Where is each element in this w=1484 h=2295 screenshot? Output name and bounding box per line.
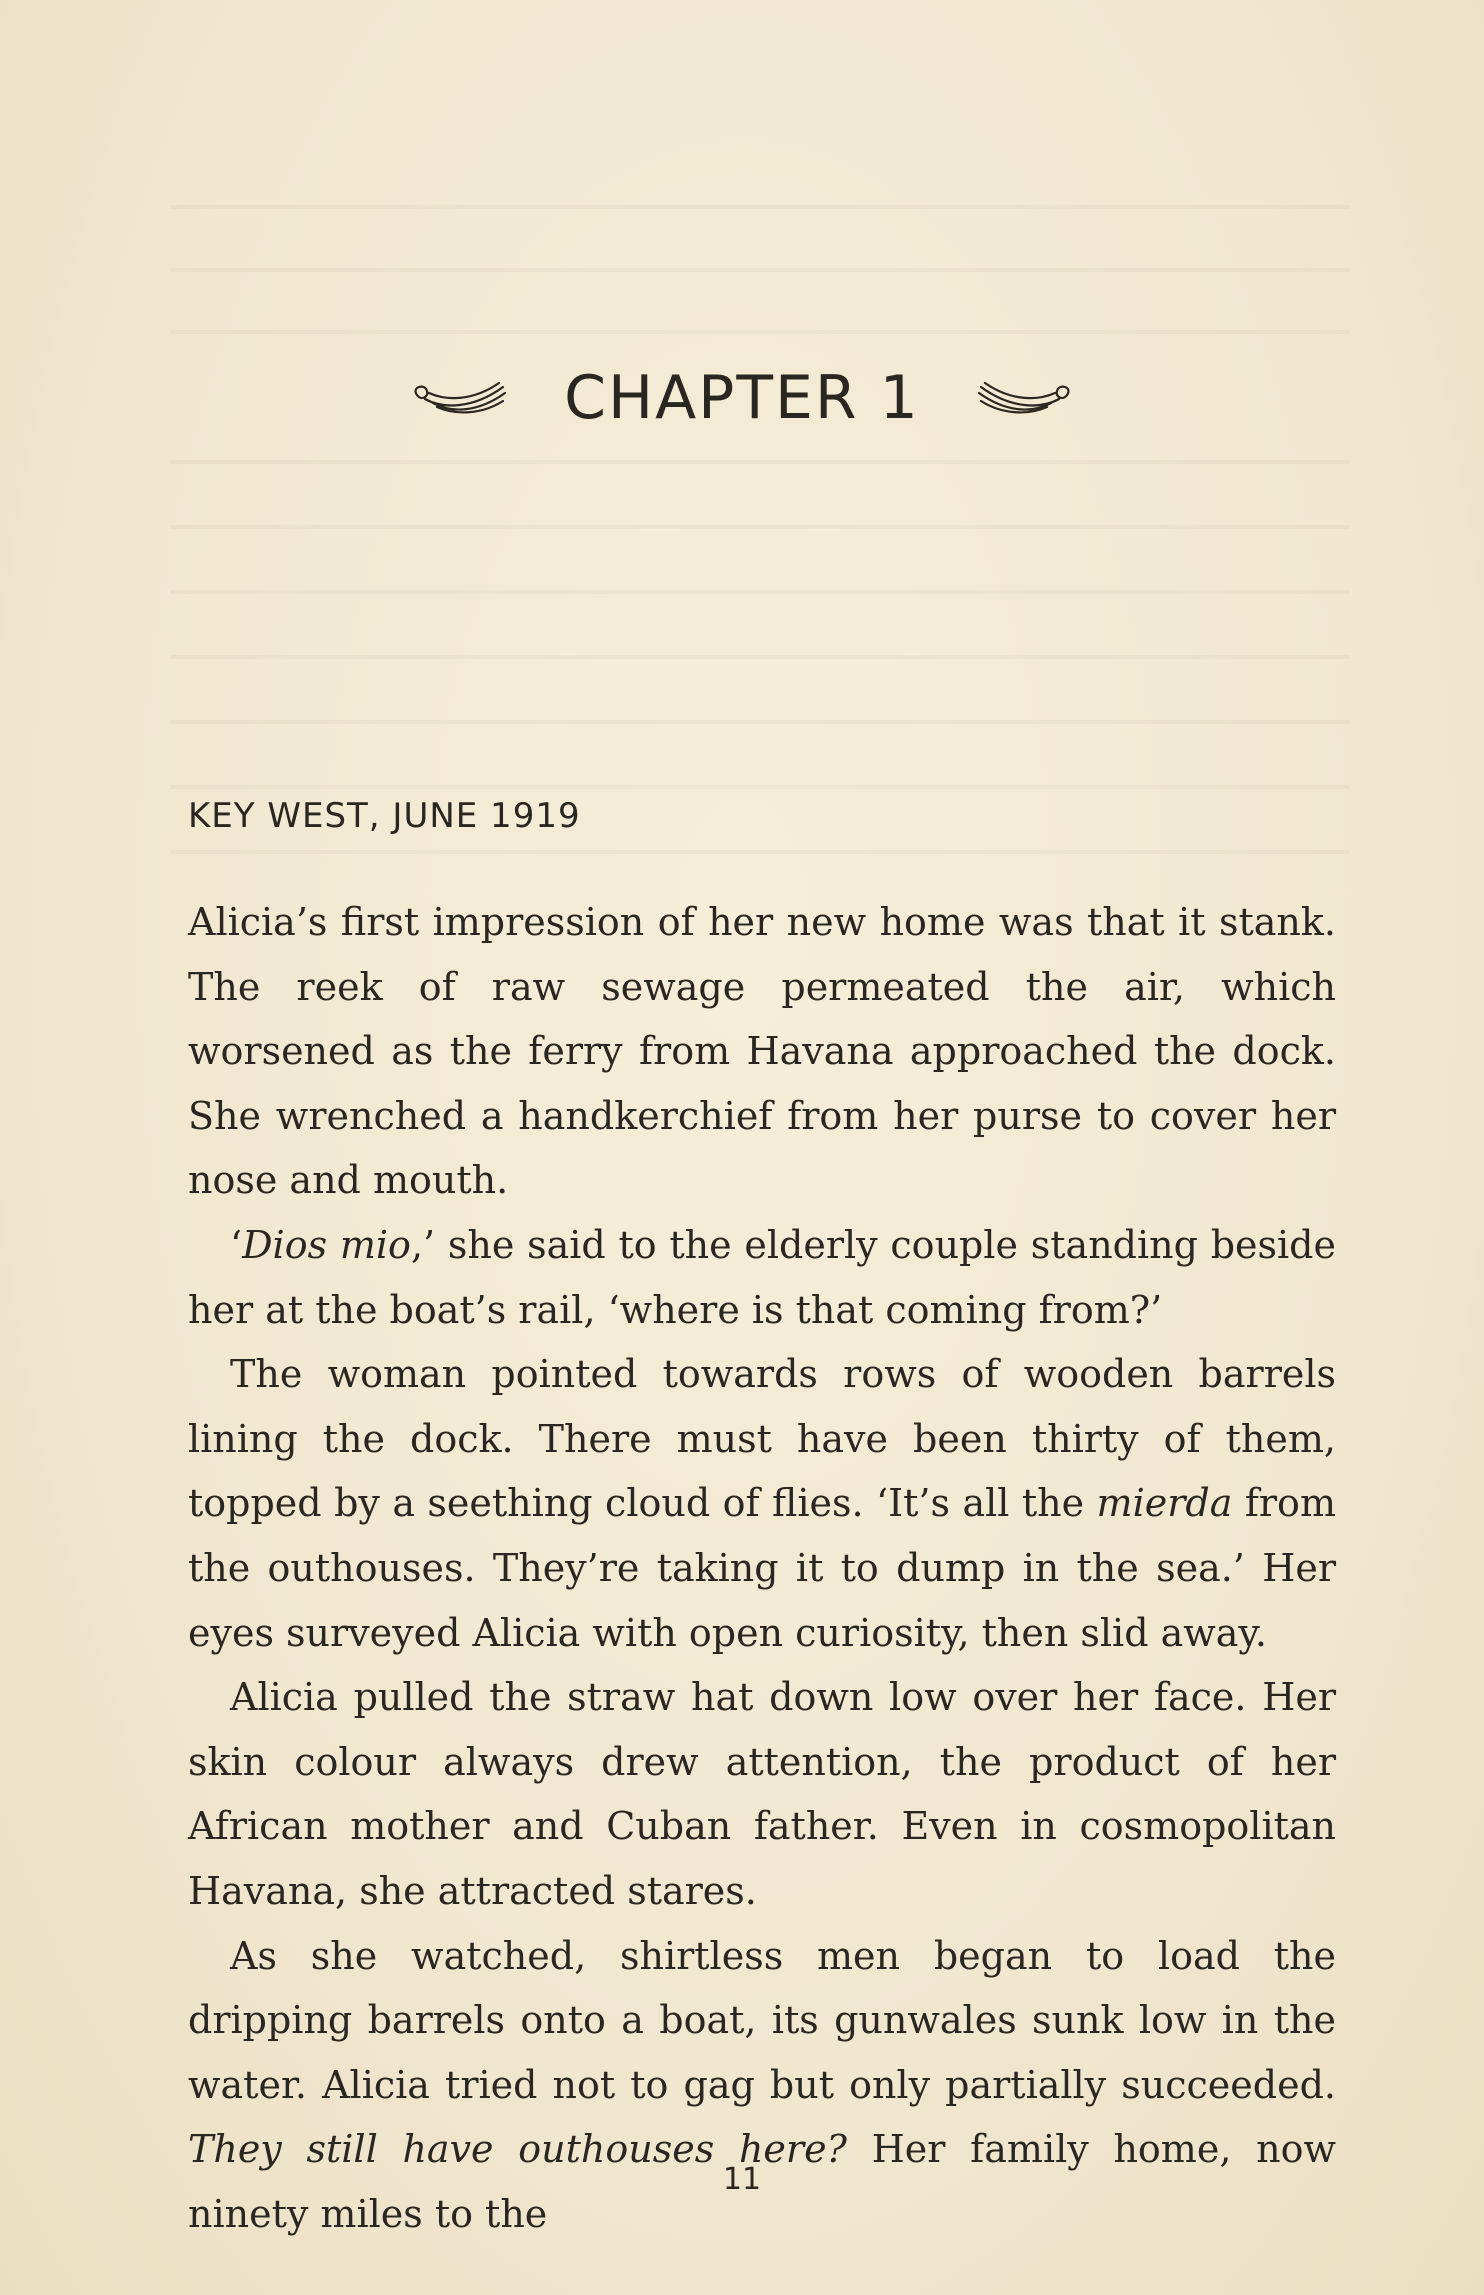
chapter-heading bbox=[0, 355, 1484, 438]
paragraph bbox=[188, 1342, 1336, 1665]
text-segment: Her family home, now ninety miles to the bbox=[188, 2127, 1336, 2236]
scroll-flourish-right-icon bbox=[971, 373, 1081, 423]
paragraph bbox=[188, 1924, 1336, 2247]
text-segment: As she watched, shirtless men began to load the dripping barrels onto a boat, its gunwales sunk low in the water. Alicia tried not to gag but only partially succeeded. bbox=[188, 1933, 1336, 2107]
location-heading: KEY WEST, JUNE 1919 bbox=[188, 796, 581, 836]
text-segment: from the outhouses. They’re taking it to dump in the sea.’ Her eyes surveyed Alicia with open curiosity, then slid away. bbox=[188, 1481, 1336, 1655]
chapter-title: CHAPTER 1 bbox=[564, 363, 920, 434]
text-segment: Alicia pulled the straw hat down low over her face. Her skin colour always drew attention, the product of her African mother and Cuban father. Even in cosmopolitan Havana, she attracted stares. bbox=[188, 1675, 1336, 1913]
italic-text: mierda bbox=[1096, 1481, 1233, 1526]
text-segment: The woman pointed towards rows of wooden barrels lining the dock. There must have been thirty of them, topped by a seething cloud of flies. ‘It’s all the bbox=[188, 1352, 1336, 1526]
chapter-body-text bbox=[188, 890, 1336, 2246]
page-number: 11 bbox=[722, 2162, 762, 2197]
paragraph bbox=[188, 890, 1336, 1213]
text-segment: Alicia’s first impression of her new home was that it stank. The reek of raw sewage permeated the air, which worsened as the ferry from Havana approached the dock. She wrenched a handkerchief from her purse to cover her nose and mouth. bbox=[188, 900, 1336, 1203]
scroll-flourish-left-icon bbox=[403, 373, 513, 423]
paragraph bbox=[188, 1213, 1336, 1342]
text-segment: ,’ she said to the elderly couple standing beside her at the boat’s rail, ‘where is that coming from?’ bbox=[188, 1222, 1336, 1332]
italic-text: Dios mio bbox=[242, 1222, 411, 1267]
text-segment: ‘ bbox=[230, 1222, 243, 1267]
paragraph bbox=[188, 1665, 1336, 1923]
italic-text: They still have outhouses here? bbox=[188, 2127, 847, 2172]
